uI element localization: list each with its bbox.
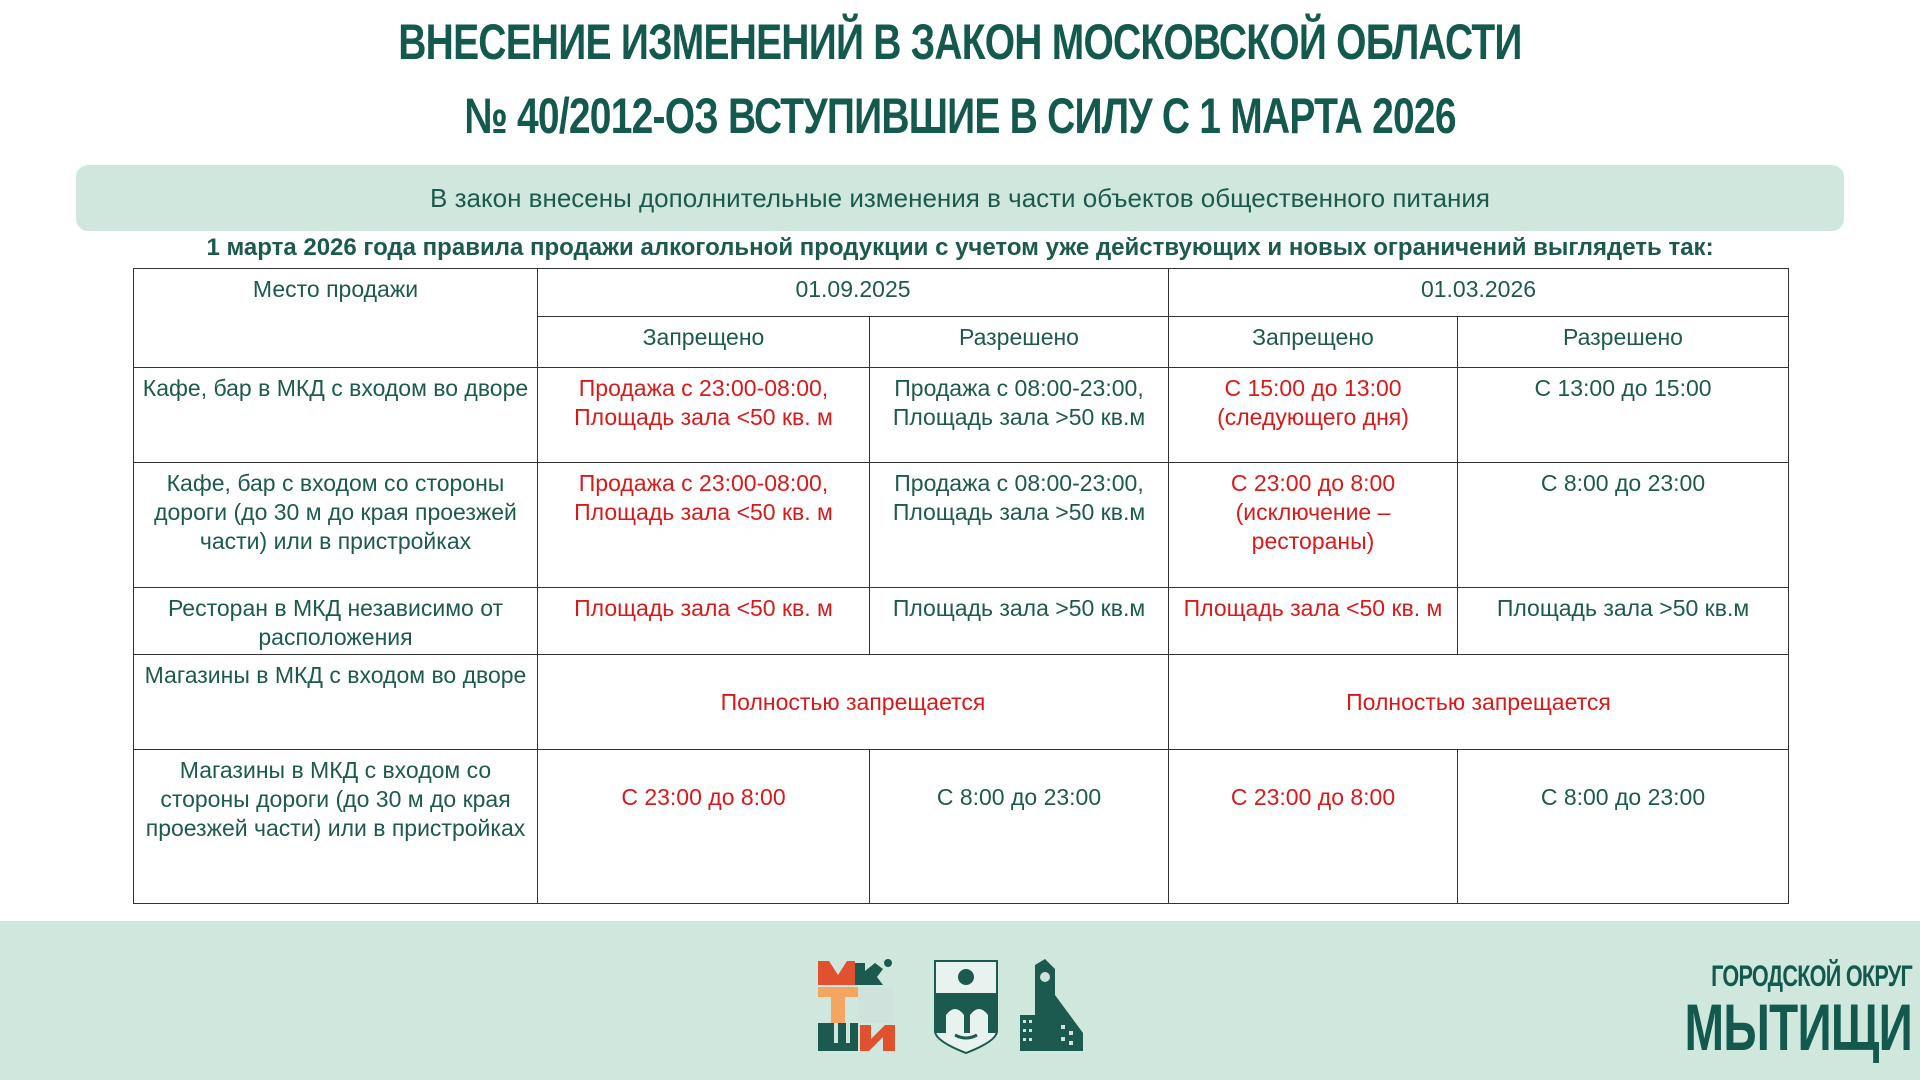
place-cell: Кафе, бар в МКД с входом во дворе: [134, 368, 538, 463]
place-cell: Ресторан в МКД независимо от расположения: [134, 588, 538, 655]
info-banner: [76, 165, 1844, 231]
place-cell: Магазины в МКД с входом со стороны дороги (до 30 м до края проезжей части) или в пристройках: [134, 750, 538, 904]
table-row: [134, 588, 1789, 655]
forbidden-2026-cell: С 15:00 до 13:00 (следующего дня): [1169, 368, 1458, 463]
table-row: [134, 655, 1789, 750]
page-title-line1: ВНЕСЕНИЕ ИЗМЕНЕНИЙ В ЗАКОН МОСКОВСКОЙ ОБЛАСТИ: [398, 14, 1522, 70]
merged-2026-cell: Полностью запрещается: [1169, 655, 1789, 750]
coat-of-arms-logo: [935, 961, 997, 1053]
forbidden-2026-cell: С 23:00 до 8:00: [1169, 750, 1458, 904]
header-place: Место продажи: [134, 269, 538, 368]
table-row: [134, 750, 1789, 904]
place-cell: Кафе, бар с входом со стороны дороги (до 30 м до края проезжей части) или в пристройках: [134, 463, 538, 588]
building-logo: [1020, 959, 1083, 1051]
table-caption: 1 марта 2026 года правила продажи алкогольной продукции с учетом уже действующих и новых ограничений выглядеть так:: [206, 234, 1714, 261]
forbidden-2025-cell: С 23:00 до 8:00: [538, 750, 870, 904]
header-period-2026: 01.03.2026: [1169, 269, 1789, 317]
place-cell: Магазины в МКД с входом во дворе: [134, 655, 538, 750]
merged-2025-cell: Полностью запрещается: [538, 655, 1169, 750]
forbidden-2026-cell: Площадь зала <50 кв. м: [1169, 588, 1458, 655]
allowed-2026-cell: С 8:00 до 23:00: [1458, 750, 1789, 904]
forbidden-2026-cell: С 23:00 до 8:00 (исключение – рестораны): [1169, 463, 1458, 588]
brand-mytishchi: [1596, 960, 1912, 1064]
brand-title: МЫТИЩИ: [1684, 990, 1912, 1064]
forbidden-2025-cell: Продажа с 23:00-08:00, Площадь зала <50 кв. м: [538, 463, 870, 588]
allowed-2026-cell: С 13:00 до 15:00: [1458, 368, 1789, 463]
mytishchi-letters-logo: [818, 959, 895, 1051]
header-period-2025: 01.09.2025: [538, 269, 1169, 317]
brand-subtitle: ГОРОДСКОЙ ОКРУГ: [1711, 960, 1912, 993]
allowed-2025-cell: Продажа с 08:00-23:00, Площадь зала >50 кв.м: [870, 368, 1169, 463]
table-row: [134, 463, 1789, 588]
table-row: [134, 368, 1789, 463]
header-allowed-2025: Разрешено: [870, 317, 1169, 368]
header-forbidden-2025: Запрещено: [538, 317, 870, 368]
header-forbidden-2026: Запрещено: [1169, 317, 1458, 368]
info-banner-text: В закон внесены дополнительные изменения в части объектов общественного питания: [430, 182, 1490, 213]
allowed-2026-cell: С 8:00 до 23:00: [1458, 463, 1789, 588]
forbidden-2025-cell: Площадь зала <50 кв. м: [538, 588, 870, 655]
allowed-2025-cell: Продажа с 08:00-23:00, Площадь зала >50 кв.м: [870, 463, 1169, 588]
footer-logos: [815, 955, 1085, 1055]
allowed-2026-cell: Площадь зала >50 кв.м: [1458, 588, 1789, 655]
allowed-2025-cell: Площадь зала >50 кв.м: [870, 588, 1169, 655]
header-allowed-2026: Разрешено: [1458, 317, 1789, 368]
page-title-line2: № 40/2012-ОЗ ВСТУПИВШИЕ В СИЛУ С 1 МАРТА 2026: [464, 88, 1456, 144]
alcohol-rules-table: [133, 268, 1789, 904]
allowed-2025-cell: С 8:00 до 23:00: [870, 750, 1169, 904]
forbidden-2025-cell: Продажа с 23:00-08:00, Площадь зала <50 кв. м: [538, 368, 870, 463]
